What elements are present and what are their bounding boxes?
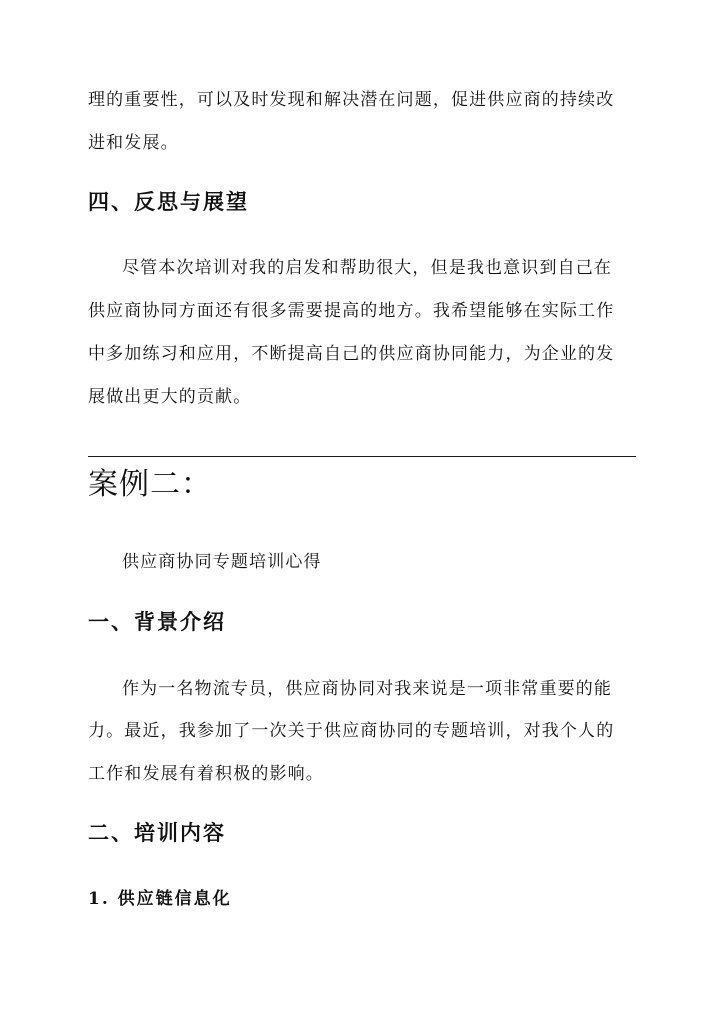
section-heading-training-content: 二、培训内容 [88, 820, 226, 845]
paragraph-line: 进和发展。 [88, 133, 179, 153]
paragraph-line: 力。最近，我参加了一次关于供应商协同的专题培训，对我个人的 [88, 721, 615, 741]
paragraph-line: 理的重要性，可以及时发现和解决潜在问题，促进供应商的持续改 [88, 90, 615, 110]
section-heading-reflection: 四、反思与展望 [88, 189, 249, 214]
paragraph-line: 中多加练习和应用，不断提高自己的供应商协同能力，为企业的发 [88, 344, 615, 364]
paragraph-line: 作为一名物流专员，供应商协同对我来说是一项非常重要的能 [122, 679, 613, 699]
section-heading-background: 一、背景介绍 [88, 609, 226, 634]
case-title: 案例二： [88, 467, 212, 502]
subheading-supply-chain-informatization: 1. 供应链信息化 [88, 889, 232, 909]
section-divider [88, 456, 636, 457]
paragraph-line: 尽管本次培训对我的启发和帮助很大，但是我也意识到自己在 [122, 258, 613, 278]
paragraph-line: 工作和发展有着积极的影响。 [88, 764, 324, 784]
paragraph-line: 展做出更大的贡献。 [88, 387, 252, 407]
paragraph-line: 供应商协同方面还有很多需要提高的地方。我希望能够在实际工作 [88, 301, 615, 321]
case-subtitle: 供应商协同专题培训心得 [122, 552, 322, 572]
